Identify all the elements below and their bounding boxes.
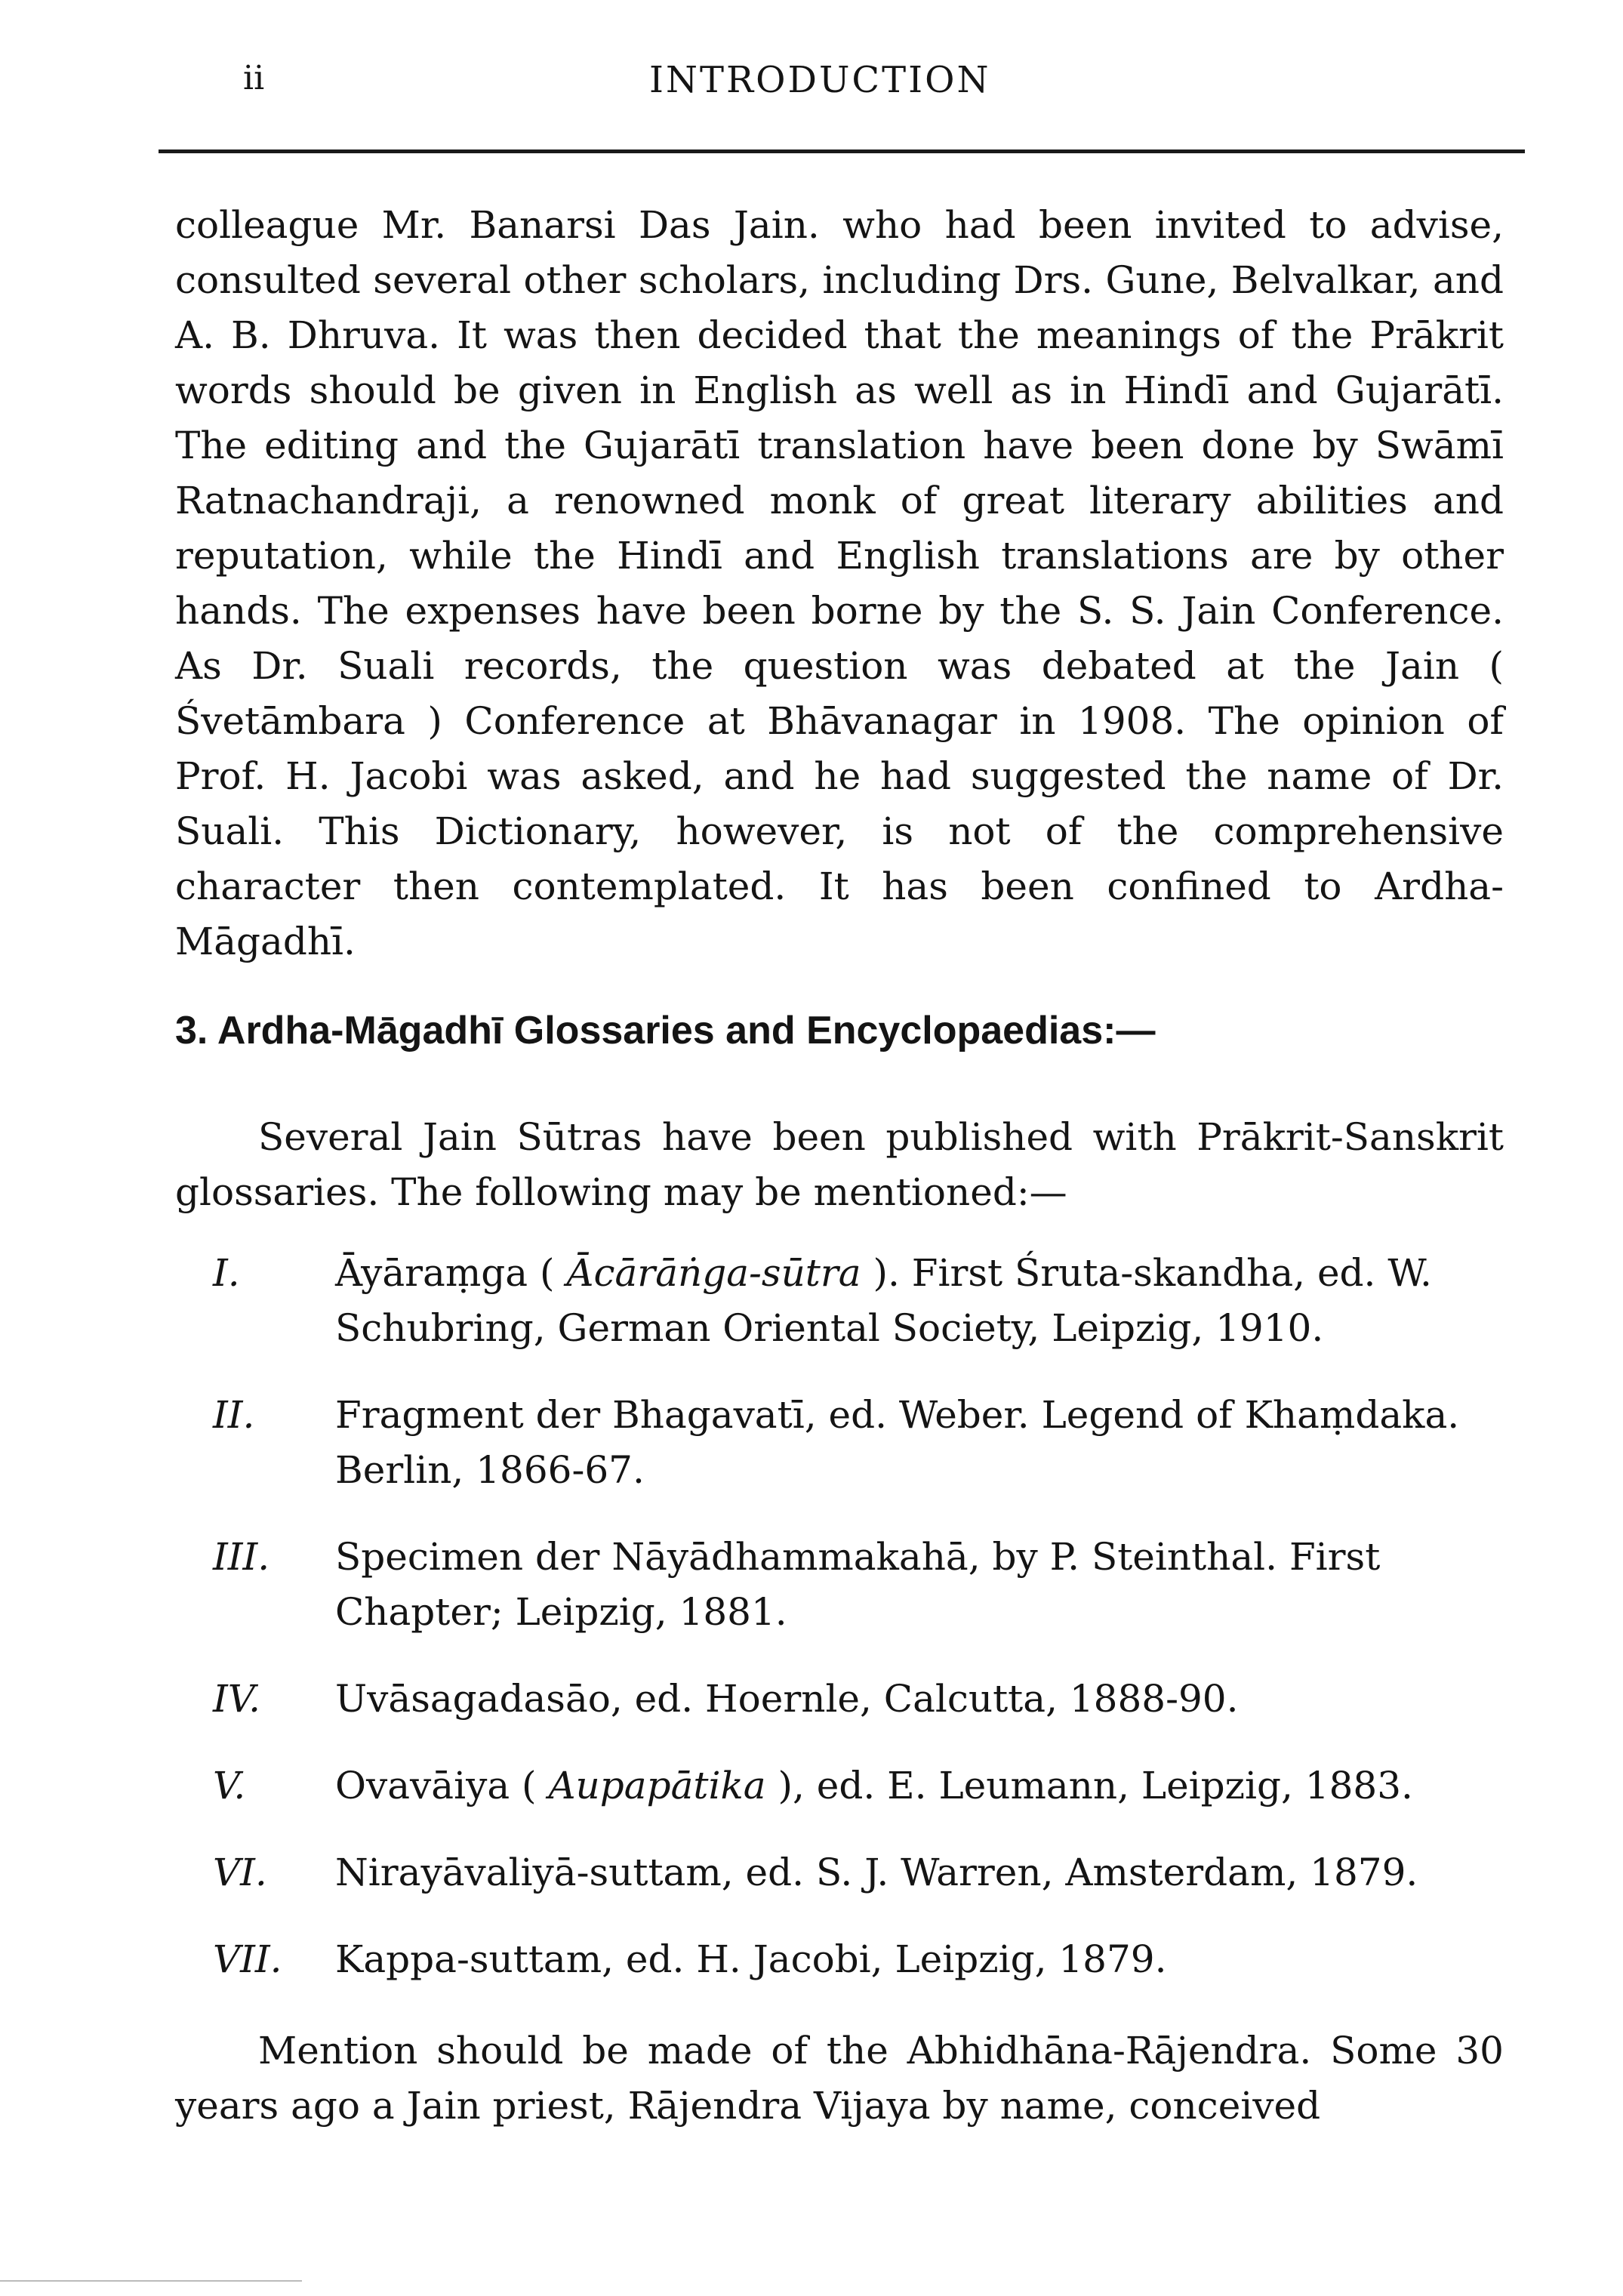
list-item [175, 1845, 1504, 1900]
list-text: Specimen der Nāyādhammakahā, by P. Steinthal. First Chapter; Leipzig, 1881. [335, 1535, 1381, 1634]
list-text: Uvāsagadasāo, ed. Hoernle, Calcutta, 1888-90. [335, 1677, 1239, 1721]
list-item [175, 1758, 1504, 1814]
list-numeral: I. [213, 1251, 240, 1295]
list-text: Fragment der Bhagavatī, ed. Weber. Legend of Khaṃdaka. Berlin, 1866-67. [335, 1393, 1460, 1492]
page-number: ii [243, 59, 265, 97]
running-title: INTRODUCTION [649, 59, 991, 101]
list-item [175, 1530, 1504, 1640]
glossary-list [175, 1246, 1504, 2019]
section-heading: 3. Ardha-Māgadhī Glossaries and Encyclopaedias:— [175, 1009, 1156, 1052]
list-numeral: VII. [213, 1937, 282, 1981]
list-numeral: VI. [213, 1851, 267, 1894]
list-text: Ovavāiya ( Aupapātika ), ed. E. Leumann, Leipzig, 1883. [335, 1764, 1413, 1808]
header-rule [159, 149, 1525, 153]
list-numeral: II. [213, 1393, 255, 1437]
list-item [175, 1672, 1504, 1727]
page-header [0, 59, 1623, 112]
list-numeral: IV. [213, 1677, 261, 1721]
list-text: Nirayāvaliyā-suttam, ed. S. J. Warren, Amsterdam, 1879. [335, 1851, 1418, 1894]
footer-rule [0, 2280, 302, 2282]
list-text: Āyāraṃga ( Ācārāṅga-sūtra ). First Śruta-skandha, ed. W. Schubring, German Oriental Society, Leipzig, 1910. [335, 1251, 1432, 1350]
list-text: Kappa-suttam, ed. H. Jacobi, Leipzig, 1879. [335, 1937, 1167, 1981]
paragraph-2: Several Jain Sūtras have been published with Prākrit-Sanskrit glossaries. The following may be mentioned:— [175, 1115, 1504, 1214]
list-numeral: III. [213, 1535, 270, 1579]
paragraph-3: Mention should be made of the Abhidhāna-Rājendra. Some 30 years ago a Jain priest, Rājendra Vijaya by name, conceived [175, 2029, 1504, 2128]
list-item [175, 1246, 1504, 1356]
list-numeral: V. [213, 1764, 246, 1808]
list-item [175, 1932, 1504, 1987]
list-item [175, 1388, 1504, 1498]
paragraph-1: colleague Mr. Banarsi Das Jain. who had been invited to advise, consulted several other scholars, including Drs. Gune, Belvalkar, and A. B. Dhruva. It was then decided that the meanings of the Prākrit words should be given in English as well as in Hindī and Gujarātī. The editing and the Gujarātī translation have been done by Swāmī Ratnachandraji, a renowned monk of great literary abilities and reputation, while the Hindī and English translations are by other hands. The expenses have been borne by the S. S. Jain Conference. As Dr. Suali records, the question was debated at the Jain ( Śvetāmbara ) Conference at Bhāvanagar in 1908. The opinion of Prof. H. Jacobi was asked, and he had suggested the name of Dr. Suali. This Dictionary, however, is not of the comprehensive character then contemplated. It has been confined to Ardha-Māgadhī. [175, 203, 1504, 963]
